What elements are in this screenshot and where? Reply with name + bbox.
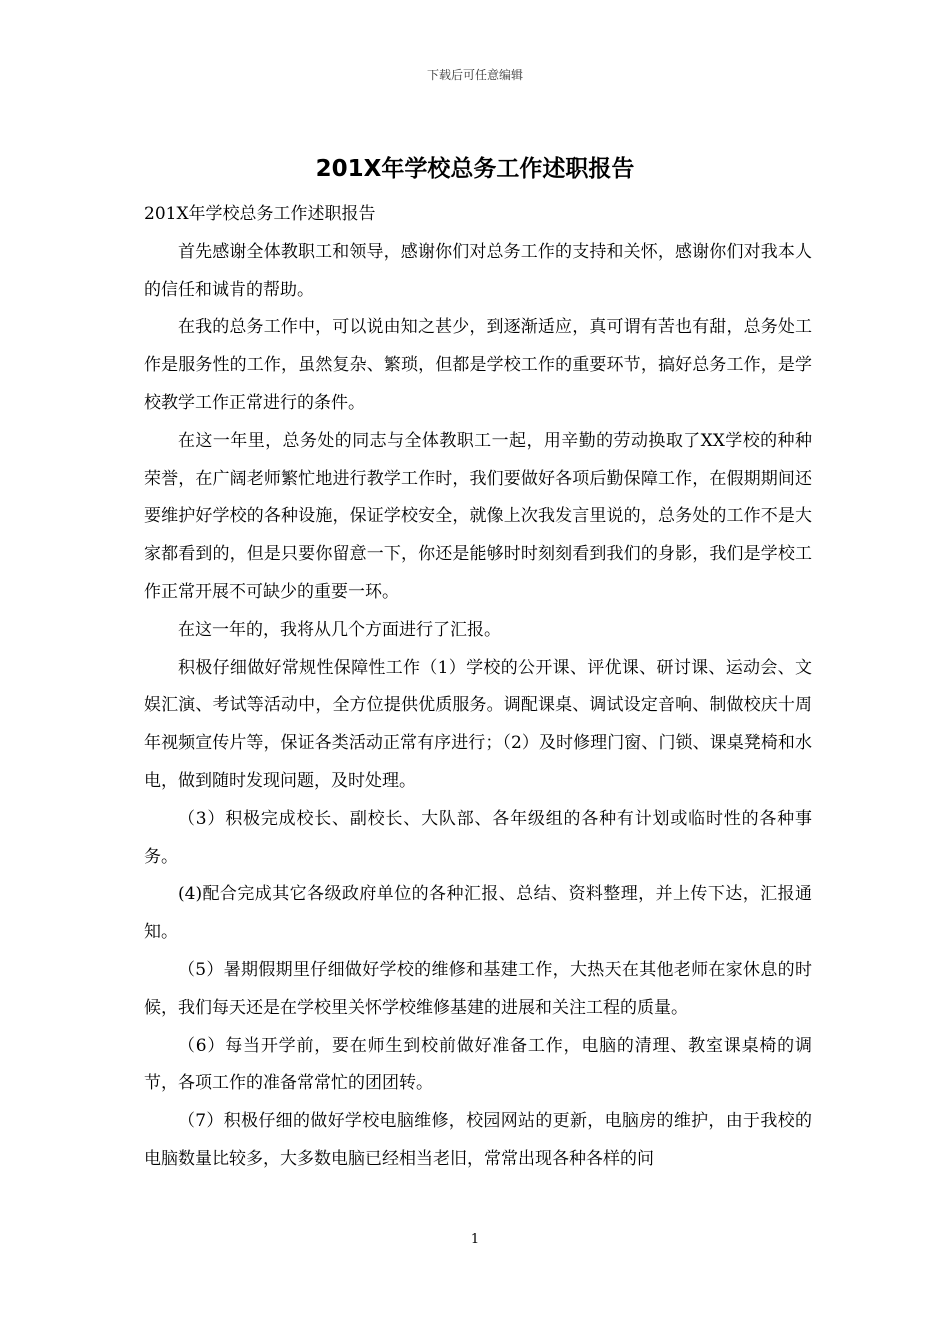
paragraph-year-review: 在这一年里，总务处的同志与全体教职工一起，用辛勤的劳动换取了XX学校的种种荣誉，在广阔老师繁忙地进行教学工作时，我们要做好各项后勤保障工作，在假期期间还要维护好学校的各种设施，保证学校安全，就像上次我发言里说的，总务处的工作不是大家都看到的，但是只要你留意一下，你还是能够时时刻刻看到我们的身影，我们是学校工作正常开展不可缺少的重要一环。: [144, 430, 812, 602]
paragraph-item-4: (4)配合完成其它各级政府单位的各种汇报、总结、资料整理，并上传下达，汇报通知。: [144, 884, 812, 943]
subtitle-paragraph: 201X年学校总务工作述职报告: [144, 204, 376, 224]
paragraph-report-intro: 在这一年的，我将从几个方面进行了汇报。: [178, 619, 501, 640]
header-note: 下载后可任意编辑: [426, 68, 523, 82]
paragraph-work-nature: 在我的总务工作中，可以说由知之甚少，到逐渐适应，真可谓有苦也有甜，总务处工作是服务性的工作，虽然复杂、繁琐，但都是学校工作的重要环节，搞好总务工作，是学校教学工作正常进行的条件。: [144, 317, 812, 413]
paragraph-item-3: （3）积极完成校长、副校长、大队部、各年级组的各种有计划或临时性的各种事务。: [144, 808, 812, 867]
paragraph-thanks: 首先感谢全体教职工和领导，感谢你们对总务工作的支持和关怀，感谢你们对我本人的信任和诚肯的帮助。: [144, 241, 812, 300]
paragraph-item-6: （6）每当开学前，要在师生到校前做好准备工作，电脑的清理、教室课桌椅的调节，各项工作的准备常常忙的团团转。: [144, 1035, 812, 1094]
page-number: 1: [470, 1232, 480, 1247]
paragraph-item-5: （5）暑期假期里仔细做好学校的维修和基建工作，大热天在其他老师在家休息的时候，我们每天还是在学校里关怀学校维修基建的进展和关注工程的质量。: [144, 959, 812, 1018]
paragraph-item-1-2: 积极仔细做好常规性保障性工作（1）学校的公开课、评优课、研讨课、运动会、文娱汇演、考试等活动中，全方位提供优质服务。调配课桌、调试设定音响、制做校庆十周年视频宣传片等，保证各类活动正常有序进行；（2）及时修理门窗、门锁、课桌凳椅和水电，做到随时发现问题，及时处理。: [144, 657, 812, 791]
document-title: 201X年学校总务工作述职报告: [315, 156, 635, 182]
paragraph-item-7: （7）积极仔细的做好学校电脑维修，校园网站的更新，电脑房的维护，由于我校的电脑数量比较多，大多数电脑已经相当老旧，常常出现各种各样的问: [144, 1111, 812, 1169]
document-body: [144, 196, 812, 1179]
